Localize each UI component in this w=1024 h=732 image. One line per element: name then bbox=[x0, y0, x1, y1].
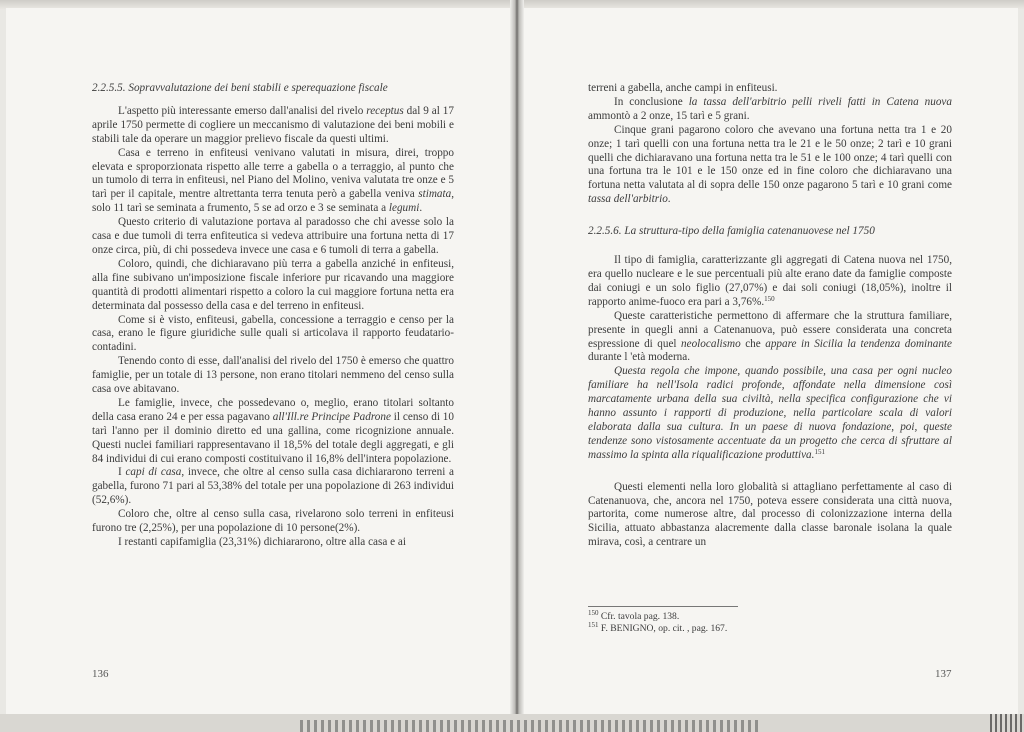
paragraph bbox=[92, 216, 454, 258]
text-run: Le famiglie, invece, che possedevano o, meglio, erano titolari soltanto della casa erano 24 e per essa pagavano bbox=[92, 396, 454, 423]
paragraph bbox=[92, 105, 454, 147]
paragraph bbox=[588, 310, 952, 366]
text-run: Queste caratteristiche permettono di affermare che la struttura familiare, presente in quegli anni a Catenanuova, può essere considerata una concreta espressione di quel bbox=[588, 309, 952, 350]
scan-edge-marks-right bbox=[990, 714, 1024, 732]
text-run: , invece, che oltre al censo sulla casa dichiararono terreni a gabella, furono 71 pari al 53,38% del totale per una popolazione di 263 individui (52,6%). bbox=[92, 466, 454, 507]
text-run: la tassa dell'arbitrio pelli riveli fatti in Catena nuova bbox=[688, 95, 952, 108]
text-run: I restanti capifamiglia (23,31%) dichiararono, oltre alla casa e ai bbox=[118, 536, 406, 548]
left-page-text bbox=[92, 82, 454, 550]
section-heading: 2.2.5.5. Sopravvalutazione dei beni stabili e sperequazione fiscale bbox=[92, 82, 388, 94]
text-run: Questo criterio di valutazione portava al paradosso che chi avesse solo la casa e due tumoli di terra enfiteutica si vedeva attribuire una fortuna netta di 17 onze circa, più, di chi possedeva invece une casa e 6 tumoli di terra a gabella. bbox=[92, 216, 454, 256]
text-run: In conclusione bbox=[614, 95, 689, 108]
text-run: Coloro, quindi, che dichiaravano più terra a gabella anziché in enfiteusi, alla fine subivano un'imposizione fiscale inferiore pur ricavando una maggiore quantità di prodotti alimentari rispetto a coloro la cui maggiore fortuna netta era determinata dal possesso della casa e del terreno in enfiteusi. bbox=[92, 257, 454, 312]
text-run: che bbox=[740, 337, 766, 350]
text-run: Il tipo di famiglia, caratterizzante gli aggregati di Catena nuova nel 1750, era quello nucleare e le sue percentuali più alte erano date da famiglie composte dai coniugi e un solo figlio (27,07%) e dai soli coniugi (18,05%), inoltre il rapporto anime-fuoco era pari a 3,76%. bbox=[588, 254, 952, 308]
paragraph bbox=[92, 258, 454, 314]
footnote bbox=[588, 623, 952, 635]
paragraph bbox=[588, 124, 952, 207]
book-gutter bbox=[510, 0, 524, 732]
paragraph bbox=[588, 481, 952, 551]
text-run: Questa regola che impone, quando possibile, una casa per ogni nucleo familiare ha nell'Isola radici profonde, affondate nella dimensione così marcatamente urbana della sua civiltà, nella specifica configurazione che vi hanno assunto i rapporti di produzione, nella particolare scala di valori elaborata dalla sua cultura. In un paese di nuova fondazione, poi, queste tendenze sono vistosamente accentuate da un progetto che cerca di sfruttare al massimo la spinta alla riqualificazione produttiva. bbox=[588, 365, 952, 461]
text-run: durante l 'età moderna. bbox=[588, 351, 691, 364]
paragraph bbox=[92, 355, 454, 397]
section-heading: 2.2.5.6. La struttura-tipo della famiglia catenanuovese nel 1750 bbox=[588, 225, 875, 238]
page-number: 137 bbox=[935, 668, 952, 680]
text-run: Casa e terreno in enfiteusi venivano valutati in misura, direi, troppo elevata e sproporzionata rispetto alle terre a gabella o a terraggio, al punto che un tumolo di terra in enfiteusi, nel Piano del Molino, veniva valutata tre onze e 5 tarì per il capitale, mentre altrettanta terra tenuta però a gabella veniva bbox=[92, 146, 454, 201]
text-run: tassa dell'arbitrio bbox=[588, 193, 668, 206]
footnote-number: 150 bbox=[588, 609, 599, 617]
text-run: capi di casa bbox=[125, 466, 182, 479]
paragraph bbox=[588, 254, 952, 310]
paragraph bbox=[588, 82, 952, 96]
text-run: Tenendo conto di esse, dall'analisi del rivelo del 1750 è emerso che quattro famiglie, per un totale di 13 persone, non erano titolari nemmeno del censo sulla casa ove abitavano. bbox=[92, 355, 454, 396]
text-run: all'Ill.re Principe Padrone bbox=[272, 410, 391, 423]
footnote-text: Cfr. tavola pag. 138. bbox=[598, 611, 680, 622]
text-run: neolocalismo bbox=[681, 337, 741, 350]
footnote-ref: 151 bbox=[814, 447, 825, 456]
page-number: 136 bbox=[92, 668, 109, 680]
right-page-body-bottom bbox=[588, 254, 952, 550]
footnote-text: F. BENIGNO, op. cit. , pag. 167. bbox=[598, 623, 728, 634]
right-page-text bbox=[588, 82, 952, 550]
scan-edge-marks bbox=[300, 720, 760, 732]
paragraph bbox=[92, 147, 454, 217]
paragraph bbox=[92, 466, 454, 508]
footnotes bbox=[588, 606, 952, 635]
text-run: , solo 11 tarì se seminata a frumento, 5 se ad orzo e 3 se seminata a bbox=[92, 188, 454, 215]
left-page-body bbox=[92, 105, 454, 550]
paragraph bbox=[92, 508, 454, 536]
paragraph bbox=[92, 314, 454, 356]
text-run: legumi bbox=[388, 202, 420, 215]
text-run: . bbox=[667, 193, 671, 206]
text-run: ammontò a 2 onze, 15 tarì e 5 grani. bbox=[588, 109, 750, 122]
text-run: I bbox=[118, 466, 126, 479]
text-run: Come si è visto, enfiteusi, gabella, concessione a terraggio e censo per la casa, erano le figure giuridiche sulle quali si articolava il rapporto feudatario-contadini. bbox=[92, 313, 454, 354]
paragraph bbox=[92, 397, 454, 467]
paragraph bbox=[92, 536, 454, 550]
text-run: . bbox=[419, 202, 423, 215]
footnote-ref: 150 bbox=[764, 294, 775, 303]
footnote-number: 151 bbox=[588, 621, 599, 629]
paragraph bbox=[588, 365, 952, 462]
text-run: receptus bbox=[366, 104, 404, 117]
right-page-body-top bbox=[588, 82, 952, 207]
text-run: Cinque grani pagarono coloro che avevano una fortuna netta tra 1 e 20 onze; 1 tarì quelli con una fortuna netta tra le 21 e le 50 onze; 2 tarì e 10 grani quelli che dichiaravano una fortuna netta tra le 51 e le 100 onze; 4 tarì quelli con una fortuna tra le 101 e le 150 onze ed in fine coloro che dichiaravano una fortuna netta valutata al di sopra delle 150 onze pagarono 5 tarì e 10 grani come bbox=[588, 123, 952, 192]
text-run: Coloro che, oltre al censo sulla casa, rivelarono solo terreni in enfiteusi furono tre (2,25%), per una popolazione di 10 persone(2%). bbox=[92, 508, 454, 535]
paragraph bbox=[588, 96, 952, 124]
text-run: terreni a gabella, anche campi in enfiteusi. bbox=[588, 82, 778, 94]
footnote-list bbox=[588, 611, 952, 635]
text-run: dal 9 al 17 aprile 1750 permette di cogliere un meccanismo di valutazione dei beni mobili e stabili tale da operare un maggior prelievo fiscale da questi ultimi. bbox=[92, 104, 454, 145]
text-run: stimata bbox=[418, 188, 452, 201]
footnote-rule bbox=[588, 606, 738, 607]
text-run: appare in Sicilia la tendenza dominante bbox=[765, 337, 952, 350]
text-run: L'aspetto più interessante emerso dall'analisi del rivelo bbox=[118, 104, 367, 117]
text-run: il censo di 10 tarì l'anno per il dominio diretto ed una gallina, come ricognizione annuale. Questi nuclei familiari rappresentavano il 18,5% del totale degli aggregati, e gli 84 individui di cui erano composti costituivano il 16,8% dell'intera popolazione. bbox=[92, 410, 454, 465]
text-run: Questi elementi nella loro globalità si attagliano perfettamente al caso di Catenanuova, che, ancora nel 1750, poteva essere considerata una città nuova, partorita, come numerose altre, dal processo di colonizzazione interna della Sicilia, attuato abbastanza alacremente dalla classe baronale isolana la quale mirava, così, a centrare un bbox=[588, 480, 952, 549]
footnote bbox=[588, 611, 952, 623]
